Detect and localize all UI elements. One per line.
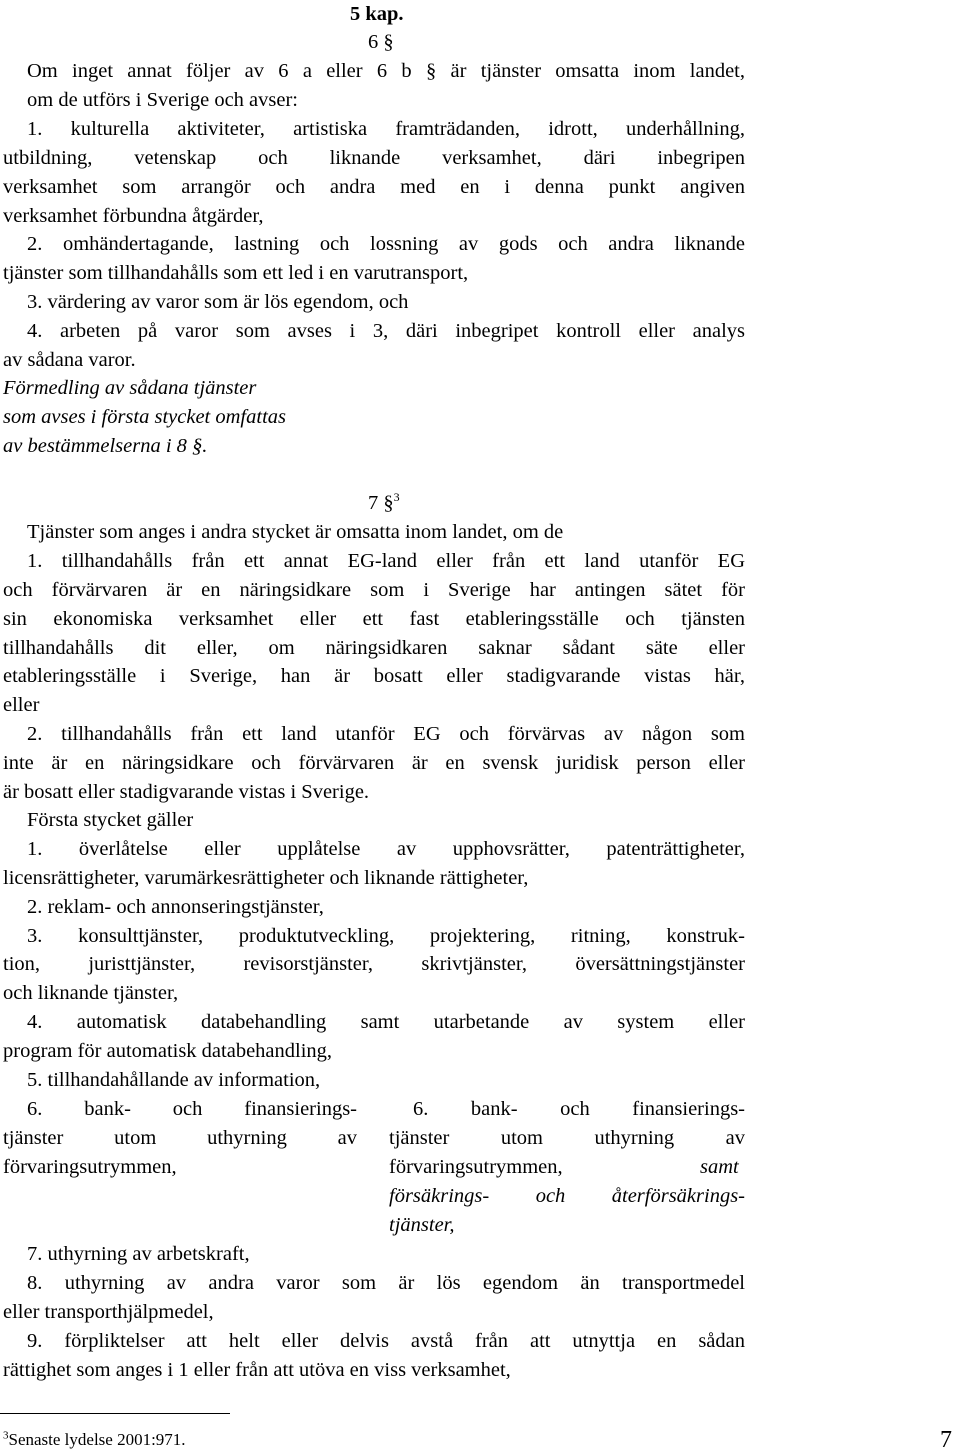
s7-list-4-line-1: 4. automatisk databehandling samt utarbetande av system eller <box>27 1011 745 1033</box>
section-heading-7 <box>368 491 400 515</box>
s6-item-4-line-2: av sådana varor. <box>3 349 136 371</box>
s7-item-1-line-6: eller <box>3 694 40 716</box>
s6-item-4-line-1: 4. arbeten på varor som avses i 3, däri inbegripet kontroll eller analys <box>27 320 745 342</box>
s7-list-8-line-2: eller transporthjälpmedel, <box>3 1301 214 1323</box>
s7-list-6-current-line-1: 6. bank- och finansierings- <box>27 1098 357 1120</box>
s7-intro: Tjänster som anges i andra stycket är omsatta inom landet, om de <box>27 521 564 543</box>
s6-item-2-line-2: tjänster som tillhandahålls som ett led i en varutransport, <box>3 262 469 284</box>
s7-list-3-line-1: 3. konsulttjänster, produktutveckling, projektering, ritning, konstruk- <box>27 925 745 947</box>
s7-list-6-proposed-addition-3: tjänster, <box>389 1214 455 1236</box>
s7-list-6-proposed-addition-1: samt <box>700 1156 739 1178</box>
section-heading-7-text: 7 § <box>368 492 394 514</box>
page-number: 7 <box>940 1427 952 1453</box>
s7-item-1-line-1: 1. tillhandahålls från ett annat EG-land eller från ett land utanför EG <box>27 550 745 572</box>
s7-list-6-proposed-line-2: tjänster utom uthyrning av <box>389 1127 745 1149</box>
s6-item-1-line-2: utbildning, vetenskap och liknande verksamhet, däri inbegripen <box>3 147 745 169</box>
s6-mediation-line-3: av bestämmelserna i 8 §. <box>3 435 208 457</box>
s6-mediation-line-2: som avses i första stycket omfattas <box>3 406 286 428</box>
s7-applies: Första stycket gäller <box>27 809 194 831</box>
s6-item-2-line-1: 2. omhändertagande, lastning och lossning av gods och andra liknande <box>27 233 745 255</box>
chapter-heading: 5 kap. <box>350 3 404 25</box>
s7-list-8-line-1: 8. uthyrning av andra varor som är lös egendom än transportmedel <box>27 1272 745 1294</box>
s7-list-6-current-line-3: förvaringsutrymmen, <box>3 1156 177 1178</box>
s7-list-6-proposed-addition-2: försäkrings- och återförsäkrings- <box>389 1185 745 1207</box>
section-heading-6: 6 § <box>368 31 394 53</box>
s7-item-2-line-3: är bosatt eller stadigvarande vistas i Sverige. <box>3 781 370 803</box>
s7-list-4-line-2: program för automatisk databehandling, <box>3 1040 333 1062</box>
footnote <box>3 1428 186 1452</box>
s7-list-5: 5. tillhandahållande av information, <box>27 1069 321 1091</box>
s7-item-1-line-5: etableringsställe i Sverige, han är bosatt eller stadigvarande vistas här, <box>3 665 745 687</box>
s7-item-2-line-2: inte är en näringsidkare och förvärvaren är en svensk juridisk person eller <box>3 752 745 774</box>
s7-list-3-line-2: tion, juristtjänster, revisorstjänster, skrivtjänster, översättningstjänster <box>3 953 745 975</box>
s6-item-1-line-4: verksamhet förbundna åtgärder, <box>3 205 264 227</box>
s7-list-9-line-2: rättighet som anges i 1 eller från att utöva en viss verksamhet, <box>3 1359 511 1381</box>
s6-intro-line-2: om de utförs i Sverige och avser: <box>27 89 298 111</box>
s7-list-3-line-3: och liknande tjänster, <box>3 982 179 1004</box>
s7-list-6-current-line-2: tjänster utom uthyrning av <box>3 1127 357 1149</box>
s7-item-1-line-4: tillhandahålls dit eller, om näringsidkaren saknar sådant säte eller <box>3 637 745 659</box>
s6-intro-line-1: Om inget annat följer av 6 a eller 6 b § är tjänster omsatta inom landet, <box>27 60 745 82</box>
footnote-reference: 3 <box>393 490 400 505</box>
s7-item-1-line-2: och förvärvaren är en näringsidkare som i Sverige har antingen sätet för <box>3 579 745 601</box>
s6-item-3: 3. värdering av varor som är lös egendom, och <box>27 291 409 313</box>
s7-list-2: 2. reklam- och annonseringstjänster, <box>27 896 324 918</box>
s7-item-1-line-3: sin ekonomiska verksamhet eller ett fast etableringsställe och tjänsten <box>3 608 745 630</box>
s7-list-9-line-1: 9. förpliktelser att helt eller delvis avstå från att utnyttja en sådan <box>27 1330 745 1352</box>
s7-list-7: 7. uthyrning av arbetskraft, <box>27 1243 250 1265</box>
footnote-separator <box>0 1413 230 1414</box>
s7-list-6-proposed-line-1: 6. bank- och finansierings- <box>413 1098 745 1120</box>
s6-mediation-line-1: Förmedling av sådana tjänster <box>3 377 257 399</box>
s7-list-6-proposed-line-3: förvaringsutrymmen, <box>389 1156 563 1178</box>
footnote-text: Senaste lydelse 2001:971. <box>8 1430 186 1449</box>
s7-list-1-line-2: licensrättigheter, varumärkesrättigheter och liknande rättigheter, <box>3 867 529 889</box>
s6-item-1-line-1: 1. kulturella aktiviteter, artistiska framträdanden, idrott, underhållning, <box>27 118 745 140</box>
s6-item-1-line-3: verksamhet som arrangör och andra med en i denna punkt angiven <box>3 176 745 198</box>
footnote-mark: 3 <box>3 1429 9 1442</box>
s7-item-2-line-1: 2. tillhandahålls från ett land utanför EG och förvärvas av någon som <box>27 723 745 745</box>
s7-list-1-line-1: 1. överlåtelse eller upplåtelse av upphovsrätter, patenträttigheter, <box>27 838 745 860</box>
